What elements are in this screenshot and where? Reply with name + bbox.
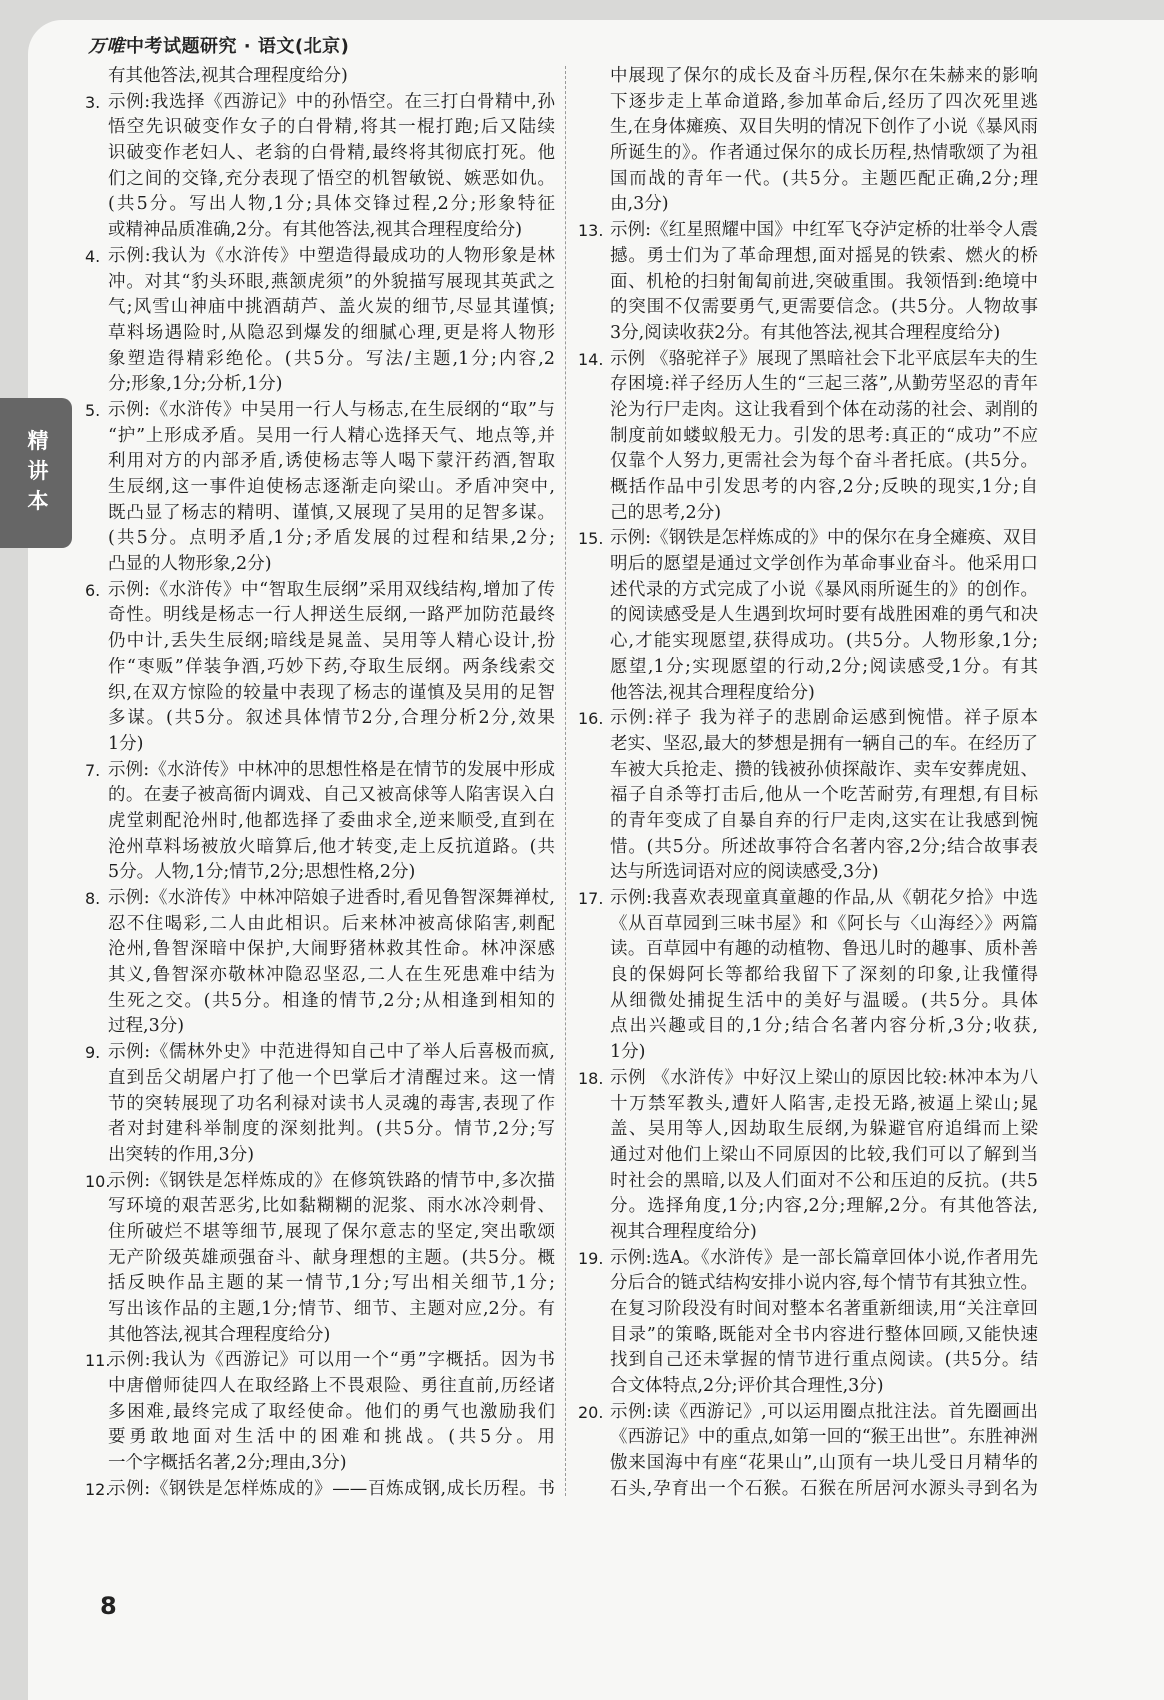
text-line [85, 244, 555, 270]
answer-item [578, 886, 1038, 1066]
line-text: 仍中计,丢失生辰纲;暗线是晁盖、吴用等人精心设计,扮 [108, 631, 555, 652]
line-text: 示例:《水浒传》中林冲陪娘子进香时,看见鲁智深舞禅杖, [108, 888, 555, 908]
text-line [85, 1194, 555, 1220]
text-line [578, 1014, 1038, 1040]
line-text: 示例:《红星照耀中国》中红军飞夺泸定桥的壮举令人震 [610, 220, 1038, 241]
text-line [578, 552, 1038, 578]
line-text: 示例:祥子 我为祥子的悲剧命运感到惋惜。祥子原本 [610, 708, 1038, 729]
item-number: 7. [85, 760, 101, 780]
line-text: 生死之交。(共5分。相逢的情节,2分;从相逢到相知的 [108, 990, 555, 1011]
answer-item [85, 1040, 555, 1168]
line-text: 其义,鲁智深亦敬林冲隐忍坚忍,二人在生死患难中结为 [108, 965, 555, 986]
line-text: 中唐僧师徒四人在取经路上不畏艰险、勇往直前,历经诸 [108, 1376, 555, 1397]
line-text: 愿望,1分;实现愿望的行动,2分;阅读感受,1分。有其 [610, 656, 1038, 677]
line-text: 仅靠个人努力,更需社会为每个奋斗者托底。(共5分。 [610, 451, 1038, 472]
line-text: 的青年变成了自暴自弃的行尸走肉,这实在让我感到惋 [610, 810, 1038, 831]
text-line [85, 141, 555, 167]
text-line [85, 398, 555, 424]
item-number: 6. [85, 580, 101, 600]
item-number: 15. [578, 529, 604, 549]
item-number: 17. [578, 889, 604, 908]
line-text: “护”上形成矛盾。吴用一行人精心选择天气、地点等,并 [108, 425, 555, 446]
item-number: 14. [578, 349, 604, 369]
text-line [578, 655, 1038, 681]
answer-item [85, 578, 555, 758]
text-line [85, 578, 555, 604]
text-line [578, 1246, 1038, 1272]
line-text: 奇性。明线是杨志一行人押送生辰纲,一路严加防范最终 [108, 605, 555, 626]
text-line [578, 64, 1038, 90]
text-line [578, 681, 1038, 707]
line-text: 作“枣贩”佯装争酒,巧妙下药,夺取生辰纲。两条线索交 [108, 656, 555, 677]
left-column [85, 64, 555, 1503]
line-text: 《从百草园到三味书屋》和《阿长与〈山海经〉》两篇 [610, 913, 1038, 934]
text-line [85, 192, 555, 218]
line-text: 示例 《水浒传》中好汉上梁山的原因比较:林冲本为八 [610, 1067, 1038, 1088]
text-line [578, 372, 1038, 398]
column-divider [565, 66, 566, 1496]
line-text: 石头,孕育出一个石猴。石猴在所居河水源头寻到名为 [610, 1478, 1038, 1499]
text-line [578, 115, 1038, 141]
text-line [85, 706, 555, 732]
text-line [85, 424, 555, 450]
side-tab-label: 精讲本 [27, 429, 49, 513]
text-line [85, 860, 555, 886]
text-line [85, 270, 555, 296]
line-text: 既凸显了杨志的精明、谨慎,又展现了吴用的足智多谋。 [108, 502, 555, 523]
text-line [85, 167, 555, 193]
text-line [578, 192, 1038, 218]
answer-item [578, 1400, 1038, 1503]
line-text: 多谋。(共5分。叙述具体情节2分,合理分析2分,效果 [108, 708, 555, 729]
text-line [85, 1092, 555, 1118]
answer-item [578, 1246, 1038, 1400]
brand-logo: 万唯 [88, 36, 125, 57]
item-number: 4. [85, 246, 101, 266]
line-text: 示例:读《西游记》,可以运用圈点批注法。首先圈画出 [610, 1401, 1038, 1422]
line-text: 括反映作品主题的某一情节,1分;写出相关细节,1分; [108, 1273, 555, 1294]
line-text: 无产阶级英雄顽强奋斗、献身理想的主题。(共5分。概 [108, 1247, 555, 1268]
line-text: 从细微处捕捉生活中的美好与温暖。(共5分。具体 [610, 990, 1038, 1011]
line-text: 虎堂刺配沧州时,他都选择了委曲求全,逆来顺受,直到在 [108, 810, 555, 831]
line-text: 面、机枪的扫射匍匐前进,突破重围。我领悟到:绝境中 [610, 271, 1038, 292]
line-text: 傲来国海中有座“花果山”,山顶有一块儿受日月精华的 [610, 1453, 1038, 1474]
line-text: 示例:我喜欢表现童真童趣的作品,从《朝花夕拾》中选 [610, 888, 1038, 908]
text-line [85, 1271, 555, 1297]
line-text: 视其合理程度给分) [610, 1221, 757, 1242]
text-line [578, 758, 1038, 784]
line-text: 制度前如蝼蚁般无力。引发的思考:真正的“成功”不应 [610, 425, 1038, 446]
text-line [85, 629, 555, 655]
line-text: 述代录的方式完成了小说《暴风雨所诞生的》的创作。 [610, 579, 1038, 600]
line-text: 国而战的青年一代。(共5分。主题匹配正确,2分;理 [610, 168, 1038, 189]
text-line [578, 835, 1038, 861]
text-line [578, 912, 1038, 938]
answer-item [85, 398, 555, 578]
text-line [85, 1374, 555, 1400]
text-line [578, 141, 1038, 167]
text-line [85, 809, 555, 835]
line-text: 中展现了保尔的成长及奋斗历程,保尔在朱赫来的影响 [610, 66, 1038, 86]
text-line [85, 372, 555, 398]
line-text: 分;形象,1分;分析,1分) [108, 374, 283, 395]
line-text: 合文体特点,2分;评价其合理性,3分) [610, 1376, 884, 1397]
text-line [85, 1143, 555, 1169]
text-line [85, 1297, 555, 1323]
line-text: 住所破烂不堪等细节,展现了保尔意志的坚定,突出歌颂 [108, 1221, 555, 1242]
text-line [578, 526, 1038, 552]
text-line [85, 937, 555, 963]
line-text: 1分) [610, 1042, 646, 1063]
line-text: 示例:《钢铁是怎样炼成的》——百炼成钢,成长历程。书 [108, 1478, 555, 1499]
line-text: 写出该作品的主题,1分;情节、细节、主题对应,2分。有 [108, 1299, 555, 1319]
line-text: 5分。人物,1分;情节,2分;思想性格,2分) [108, 862, 416, 883]
text-line [85, 1066, 555, 1092]
line-text: 过程,3分) [108, 1016, 185, 1037]
text-line [578, 1451, 1038, 1477]
text-line [85, 1014, 555, 1040]
text-line [578, 1066, 1038, 1092]
line-text: 己的思考,2分) [610, 502, 722, 523]
text-line [85, 912, 555, 938]
text-line [578, 1220, 1038, 1246]
line-text: 写环境的艰苦恶劣,比如黏糊糊的泥浆、雨水冰冷刺骨、 [108, 1196, 555, 1217]
text-line [578, 167, 1038, 193]
text-line [578, 501, 1038, 527]
text-line [578, 475, 1038, 501]
line-text: 老实、坚忍,最大的梦想是拥有一辆自己的车。在经历了 [610, 733, 1038, 754]
text-line [578, 1040, 1038, 1066]
item-number: 20. [578, 1402, 604, 1422]
line-text: 存困境:祥子经历人生的“三起三落”,从勤劳坚忍的青年 [610, 374, 1038, 395]
item-number: 11. [85, 1351, 111, 1371]
text-line [578, 1194, 1038, 1220]
text-line [578, 1374, 1038, 1400]
running-header [88, 32, 349, 58]
text-line [578, 629, 1038, 655]
item-number: 10. [85, 1171, 111, 1191]
text-line [578, 270, 1038, 296]
answer-item [85, 90, 555, 244]
line-text: 通过对他们上梁山不同原因的比较,我们可以了解到当 [610, 1144, 1038, 1165]
line-text: 十万禁军教头,遭奸人陷害,走投无路,被逼上梁山;晁 [610, 1093, 1038, 1114]
answer-item [578, 347, 1038, 527]
line-text: 多困难,最终完成了取经使命。他们的勇气也激励我们 [108, 1401, 555, 1422]
answer-item [578, 64, 1038, 218]
line-text: 示例:《钢铁是怎样炼成的》中的保尔在身全瘫痪、双目 [610, 528, 1038, 549]
line-text: 示例:我认为《水浒传》中塑造得最成功的人物形象是林 [108, 245, 555, 266]
text-line [578, 1117, 1038, 1143]
line-text: 时社会的黑暗,以及人们面对不公和压迫的反抗。(共5 [610, 1170, 1038, 1191]
line-text: 识破变作老妇人、老翁的白骨精,最终将其彻底打死。他 [108, 143, 555, 164]
line-text: (共5分。写出人物,1分;具体交锋过程,2分;形象特征 [108, 194, 555, 215]
text-line [85, 1451, 555, 1477]
text-line [578, 295, 1038, 321]
text-line [578, 1323, 1038, 1349]
line-text: 者对封建科举制度的深刻批判。(共5分。情节,2分;写 [108, 1119, 555, 1140]
text-line [85, 1348, 555, 1374]
text-line [578, 706, 1038, 732]
line-text: 所诞生的》。作者通过保尔的成长历程,热情歌颂了为祖 [610, 143, 1038, 164]
line-text: 的。在妻子被高衙内调戏、自己又被高俅等人陷害误入白 [108, 785, 555, 806]
text-line [85, 295, 555, 321]
text-line [85, 1425, 555, 1451]
line-text: 气;风雪山神庙中挑酒葫芦、盖火炭的细节,尽显其谨慎; [108, 297, 555, 318]
text-line [578, 1425, 1038, 1451]
line-text: 惜。(共5分。所述故事符合名著内容,2分;结合故事表 [610, 836, 1038, 857]
answer-item [578, 706, 1038, 886]
line-text: 凸显的人物形象,2分) [108, 554, 272, 575]
text-line [578, 218, 1038, 244]
answer-item [578, 1066, 1038, 1246]
line-text: 要勇敢地面对生活中的困难和挑战。(共5分。用 [108, 1427, 555, 1448]
item-number: 5. [85, 400, 101, 420]
text-line [85, 963, 555, 989]
line-text: 分后合的链式结构安排小说内容,每个情节有其独立性。 [610, 1273, 1038, 1294]
line-text: 示例:我选择《西游记》中的孙悟空。在三打白骨精中,孙 [108, 91, 555, 112]
text-line [85, 655, 555, 681]
text-line [578, 989, 1038, 1015]
text-line [85, 1477, 555, 1503]
item-number: 13. [578, 221, 604, 241]
text-line [578, 603, 1038, 629]
line-text: 明后的愿望是通过文学创作为革命事业奋斗。他采用口 [610, 554, 1038, 575]
line-text: 示例:《水浒传》中林冲的思想性格是在情节的发展中形成 [108, 759, 555, 780]
line-text: 示例:《钢铁是怎样炼成的》在修筑铁路的情节中,多次描 [108, 1170, 555, 1191]
text-line [578, 398, 1038, 424]
line-text: 点出兴趣或目的,1分;结合名著内容分析,3分;收获, [610, 1016, 1038, 1037]
line-text: 3分,阅读收获2分。有其他答法,视其合理程度给分) [610, 322, 1001, 343]
line-text: 下逐步走上革命道路,参加革命后,经历了四次死里逃 [610, 91, 1038, 112]
section-side-tab [0, 398, 72, 548]
line-text: 示例:我认为《西游记》可以用一个“勇”字概括。因为书 [108, 1350, 555, 1371]
line-text: 悟空先识破变作女子的白骨精,将其一棍打跑;后又陆续 [108, 117, 555, 138]
text-line [578, 1143, 1038, 1169]
text-line [85, 1040, 555, 1066]
text-line [85, 835, 555, 861]
book-title: 中考试题研究 · 语文(北京) [126, 36, 350, 57]
line-text: 1分) [108, 733, 144, 754]
line-text: 直到岳父胡屠户打了他一个巴掌后才清醒过来。这一情 [108, 1067, 555, 1088]
line-text: 《西游记》中的重点,如第一回的“猴王出世”。东胜神洲 [610, 1427, 1038, 1448]
text-line [85, 886, 555, 912]
line-text: 织,在双方惊险的较量中表现了杨志的谨慎及吴用的足智 [108, 682, 555, 703]
line-text: 草料场遇险时,从隐忍到爆发的细腻心理,更是将人物形 [108, 322, 555, 343]
text-line [85, 64, 555, 90]
item-number: 3. [85, 92, 101, 112]
text-line [578, 732, 1038, 758]
text-line [85, 501, 555, 527]
line-text: 冲。对其“豹头环眼,燕颔虎须”的外貌描写展现其英武之 [108, 271, 555, 292]
answer-item [85, 64, 555, 90]
item-number: 18. [578, 1068, 604, 1088]
text-line [85, 1169, 555, 1195]
answer-item [85, 758, 555, 886]
line-text: 找到自己还未掌握的情节进行重点阅读。(共5分。结 [610, 1350, 1038, 1371]
line-text: 节的突转展现了功名利禄对读书人灵魂的毒害,表现了作 [108, 1093, 555, 1114]
text-line [578, 809, 1038, 835]
text-line [578, 963, 1038, 989]
line-text: 读。百草园中有趣的动植物、鲁迅儿时的趣事、质朴善 [610, 939, 1038, 960]
text-line [578, 937, 1038, 963]
line-text: 一个字概括名著,2分;理由,3分) [108, 1453, 347, 1474]
text-line [85, 218, 555, 244]
line-text: 生辰纲,这一事件迫使杨志逐渐走向梁山。矛盾冲突中, [108, 477, 555, 497]
line-text: 在复习阶段没有时间对整本名著重新细读,用“关注章回 [610, 1299, 1038, 1319]
text-line [85, 1220, 555, 1246]
text-line [85, 783, 555, 809]
line-text: 他答法,视其合理程度给分) [610, 682, 815, 703]
line-text: 沧州草料场被放火暗算后,他才转变,走上反抗道路。(共 [108, 836, 555, 857]
text-line [85, 1246, 555, 1272]
line-text: 沦为行尸走肉。这让我看到个体在动荡的社会、剥削的 [610, 399, 1038, 420]
line-text: 示例:选A。《水浒传》是一部长篇章回体小说,作者用先 [610, 1247, 1038, 1268]
line-text: 或精神品质准确,2分。有其他答法,视其合理程度给分) [108, 220, 523, 241]
text-line [578, 783, 1038, 809]
line-text: 利用对方的内部矛盾,诱使杨志等人喝下蒙汗药酒,智取 [108, 451, 555, 472]
item-number: 8. [85, 889, 101, 908]
line-text: 有其他答法,视其合理程度给分) [108, 66, 348, 86]
text-line [85, 1323, 555, 1349]
line-text: 的阅读感受是人生遇到坎坷时要有战胜困难的勇气和决 [610, 605, 1038, 626]
line-text: 的突围不仅需要勇气,更需要信念。(共5分。人物故事 [610, 297, 1038, 318]
text-line [578, 578, 1038, 604]
text-line [85, 347, 555, 373]
line-text: 分。选择角度,1分;内容,2分;理解,2分。有其他答法, [610, 1196, 1038, 1217]
line-text: 出突转的作用,3分) [108, 1144, 255, 1165]
text-line [578, 244, 1038, 270]
text-line [85, 732, 555, 758]
text-line [85, 552, 555, 578]
answer-item [85, 886, 555, 1040]
text-line [85, 1400, 555, 1426]
line-text: 由,3分) [610, 194, 669, 215]
line-text: 目录”的策略,既能对全书内容进行整体回顾,又能快速 [610, 1324, 1038, 1345]
text-line [578, 886, 1038, 912]
item-number: 19. [578, 1248, 604, 1268]
answer-item [85, 1169, 555, 1349]
text-line [578, 1348, 1038, 1374]
line-text: 生,在身体瘫痪、双目失明的情况下创作了小说《暴风雨 [610, 117, 1038, 138]
text-line [578, 1092, 1038, 1118]
answer-item [578, 526, 1038, 706]
text-line [578, 321, 1038, 347]
line-text: 车被大兵抢走、攒的钱被孙侦探敲诈、卖车安葬虎妞、 [610, 759, 1038, 780]
line-text: 沧州,鲁智深暗中保护,大闹野猪林救其性命。林冲深感 [108, 939, 555, 960]
text-line [578, 1400, 1038, 1426]
line-text: 心,才能实现愿望,获得成功。(共5分。人物形象,1分; [610, 631, 1038, 652]
text-line [85, 989, 555, 1015]
line-text: 达与所选词语对应的阅读感受,3分) [610, 862, 879, 883]
text-line [85, 475, 555, 501]
text-line [578, 347, 1038, 373]
item-number: 12. [85, 1479, 111, 1499]
page-number: 8 [100, 1592, 117, 1620]
text-line [85, 321, 555, 347]
item-number: 9. [85, 1043, 101, 1063]
text-line [578, 1169, 1038, 1195]
line-text: 其他答法,视其合理程度给分) [108, 1324, 331, 1345]
text-line [578, 449, 1038, 475]
text-line [85, 449, 555, 475]
line-text: 示例:《水浒传》中“智取生辰纲”采用双线结构,增加了传 [108, 579, 555, 600]
line-text: 概括作品中引发思考的内容,2分;反映的现实,1分;自 [610, 477, 1038, 497]
line-text: 撼。勇士们为了革命理想,面对摇晃的铁索、燃火的桥 [610, 245, 1038, 266]
line-text: 盖、吴用等人,因劫取生辰纲,为躲避官府追缉而上梁 [610, 1119, 1038, 1140]
answer-item [85, 244, 555, 398]
line-text: 们之间的交锋,充分表现了悟空的机智敏锐、嫉恶如仇。 [108, 168, 555, 189]
text-line [85, 1117, 555, 1143]
line-text: 示例:《水浒传》中吴用一行人与杨志,在生辰纲的“取”与 [108, 399, 555, 420]
text-line [578, 90, 1038, 116]
line-text: 示例:《儒林外史》中范进得知自己中了举人后喜极而疯, [108, 1042, 555, 1063]
item-number: 16. [578, 709, 604, 729]
text-line [578, 860, 1038, 886]
answer-item [578, 218, 1038, 346]
line-text: 福子自杀等打击后,他从一个吃苦耐劳,有理想,有目标 [610, 785, 1038, 806]
line-text: 良的保姆阿长等都给我留下了深刻的印象,让我懂得 [610, 965, 1038, 986]
text-line [85, 526, 555, 552]
right-column [578, 64, 1038, 1503]
text-line [85, 603, 555, 629]
text-line [578, 1297, 1038, 1323]
line-text: 象塑造得精彩绝伦。(共5分。写法/主题,1分;内容,2 [108, 348, 555, 369]
answer-item [85, 1477, 555, 1503]
text-line [578, 424, 1038, 450]
answer-item [85, 1348, 555, 1476]
text-line [85, 681, 555, 707]
text-line [85, 115, 555, 141]
line-text: (共5分。点明矛盾,1分;矛盾发展的过程和结果,2分; [108, 528, 555, 549]
line-text: 示例 《骆驼祥子》展现了黑暗社会下北平底层车夫的生 [610, 348, 1038, 369]
text-line [85, 90, 555, 116]
text-line [578, 1477, 1038, 1503]
line-text: 忍不住喝彩,二人由此相识。后来林冲被高俅陷害,刺配 [108, 913, 555, 934]
text-line [85, 758, 555, 784]
text-line [578, 1271, 1038, 1297]
